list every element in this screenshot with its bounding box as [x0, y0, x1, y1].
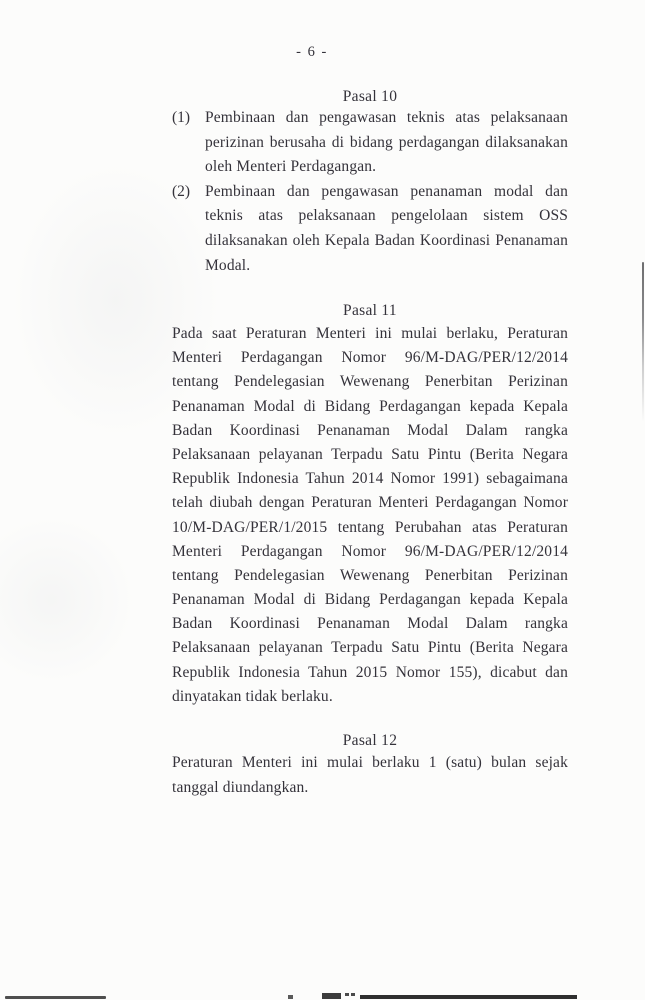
text-line: tanggal diundangkan. [172, 778, 309, 796]
pasal-12-body [172, 751, 568, 800]
text-line: Pembinaan dan pengawasan teknis atas pelaksanaan [205, 109, 568, 126]
text-line: 10/M-DAG/PER/1/2015 tentang Perubahan atas Peraturan [172, 518, 568, 536]
scan-artifact-bottom-bar-right [360, 995, 577, 999]
text-line: telah diubah dengan Peraturan Menteri Perdagangan Nomor [172, 494, 568, 512]
scan-artifact-bottom-dot-1 [345, 993, 349, 996]
text-line: Republik Indonesia Tahun 2015 Nomor 155), dicabut dan [172, 663, 568, 681]
text-line: Menteri Perdagangan Nomor 96/M-DAG/PER/12/2014 [172, 542, 568, 560]
list-item [172, 106, 568, 180]
text-line: Pelaksanaan pelayanan Terpadu Satu Pintu (Berita Negara [172, 445, 568, 463]
pasal-10-heading: Pasal 10 [342, 88, 398, 105]
text-line: dilaksanakan oleh Kepala Badan Koordinasi Penanaman [205, 231, 568, 249]
text-line: Menteri Perdagangan Nomor 96/M-DAG/PER/12/2014 [172, 349, 568, 367]
text-line: tentang Pendelegasian Wewenang Penerbitan Perizinan [172, 373, 568, 391]
scan-artifact-bottom-tick [288, 995, 293, 999]
list-item [172, 180, 568, 278]
text-line: perizinan berusaha di bidang perdagangan dilaksanakan [205, 133, 568, 151]
text-line: Republik Indonesia Tahun 2014 Nomor 1991) sebagaimana [172, 470, 568, 488]
text-line: Pelaksanaan pelayanan Terpadu Satu Pintu (Berita Negara [172, 639, 568, 657]
scan-artifact-bottom-block [322, 993, 341, 999]
item-number: (2) [172, 182, 191, 200]
text-line: Badan Koordinasi Penanaman Modal Dalam rangka [172, 421, 568, 439]
text-line: tentang Pendelegasian Wewenang Penerbitan Perizinan [172, 566, 568, 584]
scan-artifact-bottom-dot-2 [351, 993, 355, 996]
item-number: (1) [172, 109, 191, 126]
scan-artifact-bottom-bar-left [5, 996, 106, 999]
text-line: Badan Koordinasi Penanaman Modal Dalam rangka [172, 615, 568, 633]
text-line: Pada saat Peraturan Menteri ini mulai berlaku, Peraturan [172, 325, 568, 342]
text-line: oleh Menteri Perdagangan. [205, 158, 377, 176]
pasal-10-body [172, 106, 568, 278]
item-text [205, 180, 568, 278]
page-number: - 6 - [296, 44, 328, 60]
text-line: Modal. [205, 256, 251, 274]
pasal-11-body [172, 322, 568, 709]
text-line: Pembinaan dan pengawasan penanaman modal dan [205, 182, 568, 200]
text-line: teknis atas pelaksanaan pengelolaan sistem OSS [205, 207, 568, 225]
text-line: Penanaman Modal di Bidang Perdagangan kepada Kepala [172, 397, 568, 415]
scan-artifact-right-edge-line [642, 262, 644, 422]
text-line: Peraturan Menteri ini mulai berlaku 1 (satu) bulan sejak [172, 754, 568, 771]
text-line: Penanaman Modal di Bidang Perdagangan kepada Kepala [172, 591, 568, 609]
pasal-11-heading: Pasal 11 [343, 302, 397, 319]
item-text [205, 106, 568, 180]
pasal-12-heading: Pasal 12 [342, 732, 398, 749]
text-line: dinyatakan tidak berlaku. [172, 687, 333, 705]
